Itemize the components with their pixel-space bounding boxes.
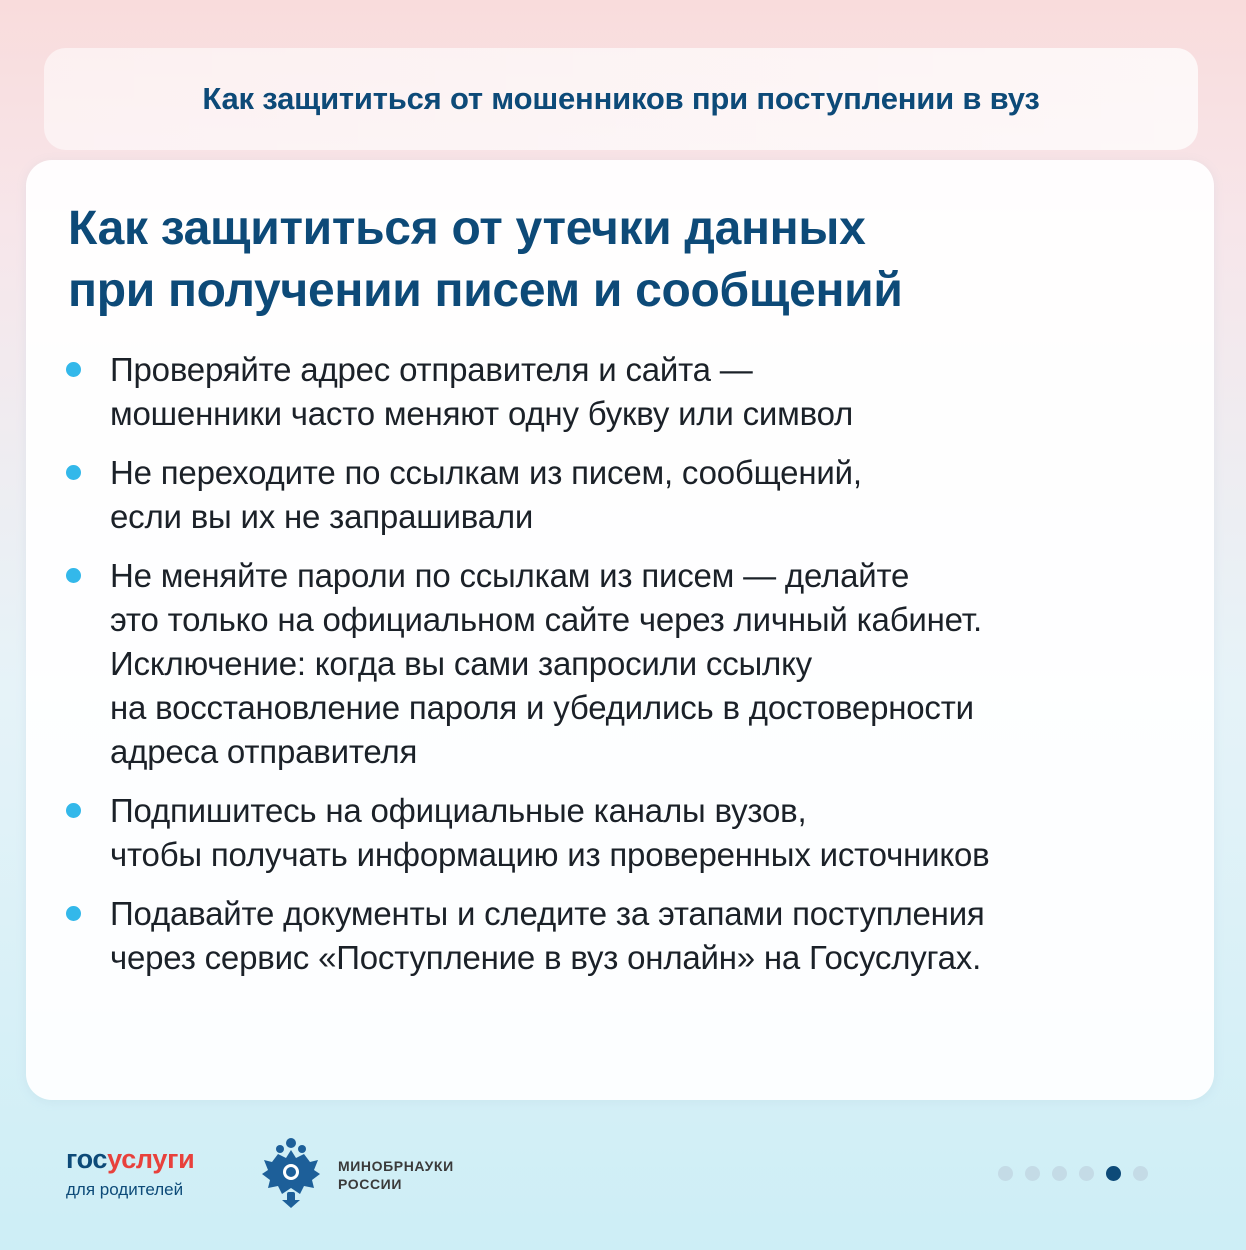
- pagination-dot[interactable]: [1079, 1166, 1094, 1181]
- logo-wordmark: [66, 1144, 194, 1174]
- tips-list: [66, 348, 1186, 995]
- list-item: [66, 892, 1186, 980]
- text-line: Не меняйте пароли по ссылкам из писем — делайте: [110, 557, 910, 594]
- list-item-text: [110, 554, 1186, 774]
- pagination-dot[interactable]: [1025, 1166, 1040, 1181]
- logo-part: услуги: [107, 1144, 195, 1174]
- text-line: чтобы получать информацию из проверенных источников: [110, 836, 990, 873]
- list-item-text: [110, 348, 1186, 436]
- pagination-dot[interactable]: [1106, 1166, 1121, 1181]
- gosuslugi-logo[interactable]: [66, 1144, 194, 1200]
- ministry-line: РОССИИ: [338, 1176, 402, 1192]
- card-title-line: Как защититься от утечки данных: [68, 202, 866, 255]
- text-line: на восстановление пароля и убедились в достоверности: [110, 689, 974, 726]
- text-line: через сервис «Поступление в вуз онлайн» на Госуслугах.: [110, 939, 982, 976]
- ministry-label: [338, 1157, 454, 1193]
- top-banner: [44, 48, 1198, 150]
- bullet-dot-icon: [66, 906, 81, 921]
- card-title: [68, 198, 1068, 322]
- list-item-text: [110, 789, 1186, 877]
- text-line: Исключение: когда вы сами запросили ссылку: [110, 645, 812, 682]
- bullet-dot-icon: [66, 803, 81, 818]
- header-title: Как защититься от мошенников при поступлении в вуз: [202, 81, 1040, 116]
- text-line: Подпишитесь на официальные каналы вузов,: [110, 792, 807, 829]
- text-line: это только на официальном сайте через личный кабинет.: [110, 601, 982, 638]
- text-line: Подавайте документы и следите за этапами поступления: [110, 895, 985, 932]
- text-line: Не переходите по ссылкам из писем, сообщений,: [110, 454, 862, 491]
- pagination-dot[interactable]: [1052, 1166, 1067, 1181]
- pagination-dot[interactable]: [1133, 1166, 1148, 1181]
- ministry-line: МИНОБРНАУКИ: [338, 1158, 454, 1174]
- list-item: [66, 451, 1186, 539]
- text-line: адреса отправителя: [110, 733, 418, 770]
- list-item: [66, 554, 1186, 774]
- list-item-text: [110, 451, 1186, 539]
- list-item: [66, 789, 1186, 877]
- logo-part: гос: [66, 1144, 108, 1174]
- list-item-text: [110, 892, 1186, 980]
- text-line: Проверяйте адрес отправителя и сайта —: [110, 351, 753, 388]
- logo-subtitle: для родителей: [66, 1180, 184, 1199]
- pagination-dot[interactable]: [998, 1166, 1013, 1181]
- double-headed-eagle-icon: [258, 1136, 324, 1210]
- bullet-dot-icon: [66, 465, 81, 480]
- pagination: [998, 1166, 1148, 1181]
- bullet-dot-icon: [66, 568, 81, 583]
- bullet-dot-icon: [66, 362, 81, 377]
- list-item: [66, 348, 1186, 436]
- card-title-line: при получении писем и сообщений: [68, 264, 903, 317]
- text-line: мошенники часто меняют одну букву или символ: [110, 395, 854, 432]
- text-line: если вы их не запрашивали: [110, 498, 534, 535]
